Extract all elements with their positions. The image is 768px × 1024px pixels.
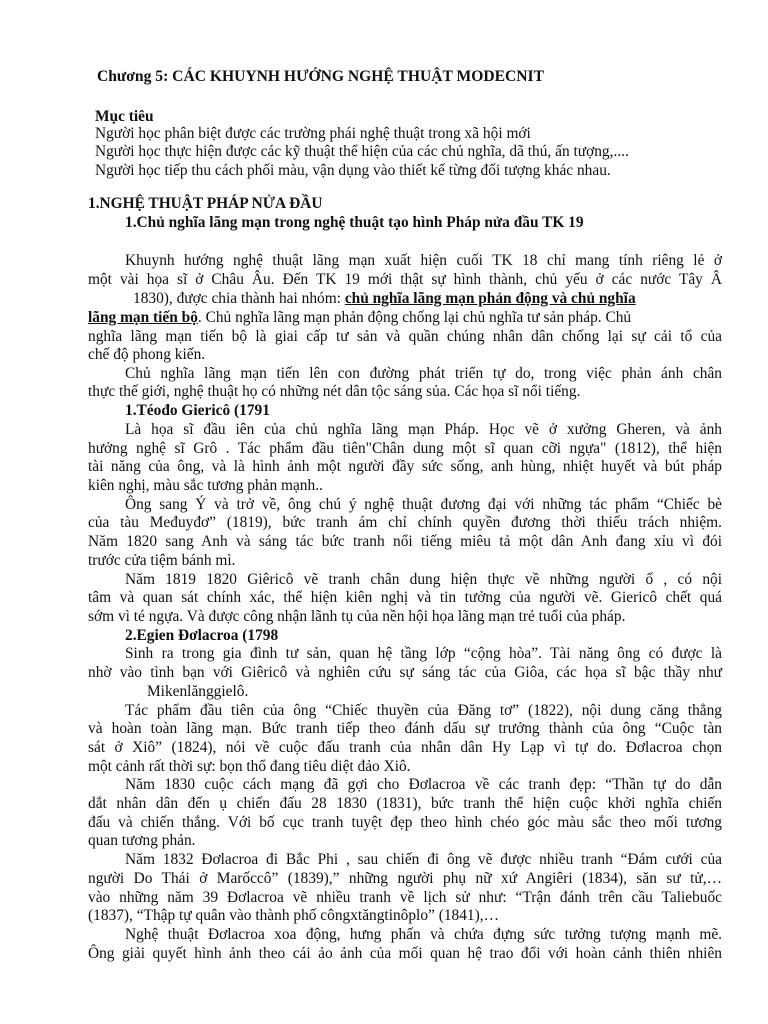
emphasis-text: lãng mạn tiến bộ [88,309,198,326]
section-heading: 1.NGHỆ THUẬT PHÁP NỬA ĐẦU [88,195,323,212]
body-line: sát ở Xiô” (1824), nói về cuộc đấu tranh của nhân dân Hy Lạp vì tự do. Đơlacroa chọn [88,739,722,756]
artist-heading: 2.Egien Đơlacroa (1798 [125,627,279,644]
objective-item: Người học thực hiện được các kỹ thuật thể hiện của các chủ nghĩa, dã thú, ấn tượng,.... [95,143,629,160]
artist-heading: 1.Téođo Giericô (1791 [125,402,270,419]
body-line: Tác phẩm đầu tiên của ông “Chiếc thuyền của Đăng tơ” (1822), nội dung căng thẳng [125,702,722,719]
body-line: sớm vì té ngựa. Và được công nhận lãnh tụ của nền hội họa lãng mạn trẻ tuổi của pháp. [88,608,626,625]
body-line: Năm 1820 sang Anh và sáng tác bức tranh nổi tiếng miêu tả một dân Anh đang xỉu vì đói [88,533,722,550]
objective-item: Người học phân biệt được các trường phái nghệ thuật trong xã hội mới [95,125,531,142]
body-line: hưởng nghệ sĩ Grô . Tác phẩm đầu tiên"Chân dung một sĩ quan cỡi ngựa" (1812), thể hiện [88,440,722,457]
body-line: nhờ vào tình bạn với Giêricô và nghiên cứu sự sáng tác của Giôa, các họa sĩ bậc thầy như [88,664,722,681]
body-line: một vài họa sĩ ở Châu Âu. Đến TK 19 mới thật sự hình thành, chủ yếu ở các nước Tây Â [88,271,722,288]
objectives-heading: Mục tiêu [95,108,154,125]
body-line: (1837), “Thập tự quân vào thành phố côngxtăngtinôplo” (1841),… [88,907,499,924]
body-line: Là họa sĩ đầu iên của chủ nghĩa lãng mạn Pháp. Học vẽ ở xưởng Gheren, và ảnh [125,421,722,438]
body-line: Nghệ thuật Đơlacroa xoa động, hưng phấn và chứa đựng sức tưởng tượng mạnh mẽ. [125,926,722,943]
body-line: lãng mạn tiến bộ. Chủ nghĩa lãng mạn phản động chống lại chủ nghĩa tư sản pháp. Chủ [88,309,632,326]
body-line: tâm và quan sát chính xác, thể hiện kiên nghị và tin tưởng của người vẽ. Giericô chết quá [88,589,722,606]
body-line: dắt nhân dân đến ụ chiến đấu 28 1830 (1831), bức tranh thể hiện cuộc khởi nghĩa chiến [88,795,722,812]
body-line: thực thế giới, nghệ thuật họ có những nét dân tộc sáng sủa. Các họa sĩ nổi tiếng. [88,383,581,400]
body-line: nghĩa lãng mạn tiến bộ là giai cấp tư sản và quần chúng nhân dân chống lại sự cải tổ của [88,328,722,345]
body-line: kiên nghị, màu sắc tương phản mạnh.. [88,477,323,494]
body-line: Ông giải quyết hình ảnh theo cái ảo ảnh của mối quan hệ trao đổi với hoàn cảnh thiên nhiên [88,945,722,962]
body-line: trước cửa tiệm bánh mì. [88,552,236,569]
body-line: vào những năm 39 Đơlacroa vẽ nhiều tranh về lịch sử như: “Trận đánh trên cầu Taliebuốc [88,889,722,906]
body-line: Mikenlănggielô. [147,683,249,700]
body-line: của tàu Međuyđơ” (1819), bức tranh ám chỉ chính quyền đương thời thiếu trách nhiệm. [88,514,722,531]
subsection-heading: 1.Chủ nghĩa lãng mạn trong nghệ thuật tạo hình Pháp nửa đầu TK 19 [125,214,584,231]
emphasis-text: chủ nghĩa lãng mạn phản động và chủ nghĩa [344,290,636,307]
body-line: một cảnh rất thời sự: bọn thổ đang tiêu diệt đảo Xiô. [88,758,411,775]
body-line: quan tương phản. [88,832,196,849]
body-line: chế độ phong kiến. [88,346,206,363]
objective-item: Người học tiếp thu cách phối màu, vận dụng vào thiết kế từng đối tượng khác nhau. [95,162,611,179]
body-line: Chủ nghĩa lãng mạn tiến lên con đường phát triển tự do, trong việc phản ánh chân [125,365,722,382]
body-line: 1830), được chia thành hai nhóm: chủ nghĩa lãng mạn phản động và chủ nghĩa [133,290,636,307]
body-line: tài năng của ông, và là hình ảnh một người đầy sức sống, anh hùng, nhiệt huyết và bút pháp [88,458,722,475]
body-line: Năm 1832 Đơlacroa đi Bắc Phi , sau chiến đi ông vẽ được nhiều tranh “Đám cưới của [125,851,722,868]
body-line: và hoàn toàn lãng mạn. Bức tranh tiếp theo đánh dấu sự trưởng thành của ông “Cuộc tàn [88,720,722,737]
body-line: Khuynh hướng nghệ thuật lãng mạn xuất hiện cuối TK 18 chỉ mang tính riêng lẻ ở [125,252,722,269]
body-line: Năm 1819 1820 Giêricô vẽ tranh chân dung hiện thực về những người ố , có nội [125,571,722,588]
body-line: đấu và chiến thắng. Với bố cục tranh tuyệt đẹp theo hình chéo góc màu sắc theo mối tương [88,814,722,831]
body-line: Sinh ra trong gia đình tư sản, quan hệ tầng lớp “cộng hòa”. Tài năng ông có được là [125,645,722,662]
body-line: người Do Thái ở Marốccô” (1839),” những người phụ nữ xứ Angiêri (1834), săn sư tử,… [88,870,722,887]
chapter-title: Chương 5: CÁC KHUYNH HƯỚNG NGHỆ THUẬT MODECNIT [97,68,545,85]
body-line: Năm 1830 cuộc cách mạng đã gợi cho Đơlacroa về các tranh đẹp: “Thần tự do dẫn [125,776,722,793]
body-line: Ông sang Ý và trở về, ông chú ý nghệ thuật đương đại với những tác phẩm “Chiếc bè [125,496,722,513]
